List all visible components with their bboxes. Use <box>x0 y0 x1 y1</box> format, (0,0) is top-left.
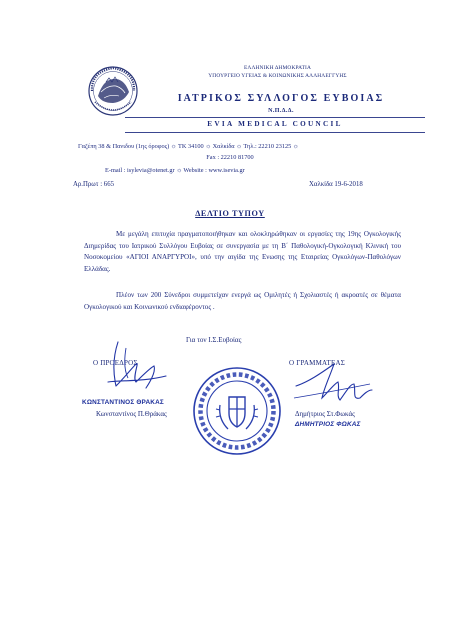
organization-title: ΙΑΤΡΙΚΟΣ ΣΥΛΛΟΓΟΣ ΕΥΒΟΙΑΣ <box>177 93 385 104</box>
president-name-stamp: ΚΩΝΣΤΑΝΤΙΝΟΣ ΘΡΑΚΑΣ <box>82 399 164 406</box>
organization-title-english: EVIA MEDICAL COUNCIL <box>207 120 343 128</box>
body-paragraph-1: Με μεγάλη επιτυχία πραγματοποιήθηκαν και ολοκληρώθηκαν οι εργασίες της 19ης Ογκολογικής Διημερίδας του Ιατρικού Συλλόγου Ευβοίας σε συνεργασία με τη Β΄ Παθολογική-Ογκολογική Κλινική του Νοσοκομείου «ΑΓΙΟΙ ΑΝΑΡΓΥΡΟΙ», υπό την αιγίδα της Ενωσης της Εταιρείας Ογκολόγων-Παθολόγων Ελλάδας. <box>84 230 401 273</box>
secretary-name: Δημήτριος Στ.Φωκάς <box>295 410 355 418</box>
place-date: Χαλκίδα 19-6-2018 <box>309 181 363 188</box>
association-emblem <box>86 58 140 126</box>
ministry-line: ΥΠΟΥΡΓΕΙΟ ΥΓΕΙΑΣ & ΚΟΙΝΩΝΙΚΗΣ ΑΛΛΗΛΕΓΓΥΗΣ <box>208 73 347 79</box>
email-website-line: E-mail : isylevia@otenet.gr ☼ Website : www.isevia.gr <box>105 167 245 174</box>
fax-line: Fax : 22210 81700 <box>206 154 254 161</box>
on-behalf-line: Για τον Ι.Σ.Ευβοίας <box>186 336 242 344</box>
secretary-name-stamp: ΔΗΜΗΤΡΙΟΣ ΦΩΚΑΣ <box>295 421 361 428</box>
president-name: Κωνσταντίνος Π.Θράκας <box>96 410 167 418</box>
letterhead-rule-bottom <box>125 132 425 133</box>
president-signature <box>96 338 174 400</box>
official-seal-stamp <box>190 365 284 457</box>
president-title: Ο ΠΡΟΕΔΡΟΣ <box>93 359 138 367</box>
body-paragraph-2: Πλέον των 200 Σύνεδροι συμμετείχαν ενεργά ως Ομιλητές ή Σχολιαστές ή ακροατές σε θέματα Ογκολογικού και Κοινωνικού ενδιαφέροντος . <box>84 291 401 311</box>
country-line: ΕΛΛΗΝΙΚΗ ΔΗΜΟΚΡΑΤΙΑ <box>243 65 312 71</box>
secretary-title: Ο ΓΡΑΜΜΑΤΕΑΣ <box>289 359 345 367</box>
letterhead-rule-top <box>125 117 425 118</box>
legal-form: Ν.Π.Δ.Δ. <box>268 108 294 114</box>
address-line: Γαζέπη 38 & Πανιδου (1ης όροφος) ☼ ΤΚ 34100 ☼ Χαλκίδα ☼ Τηλ.: 22210 23125 ☼ <box>78 143 299 150</box>
document-title: ΔΕΛΤΙΟ ΤΥΠΟΥ <box>195 209 265 218</box>
protocol-number: Αρ.Πρωτ : 665 <box>73 181 114 188</box>
